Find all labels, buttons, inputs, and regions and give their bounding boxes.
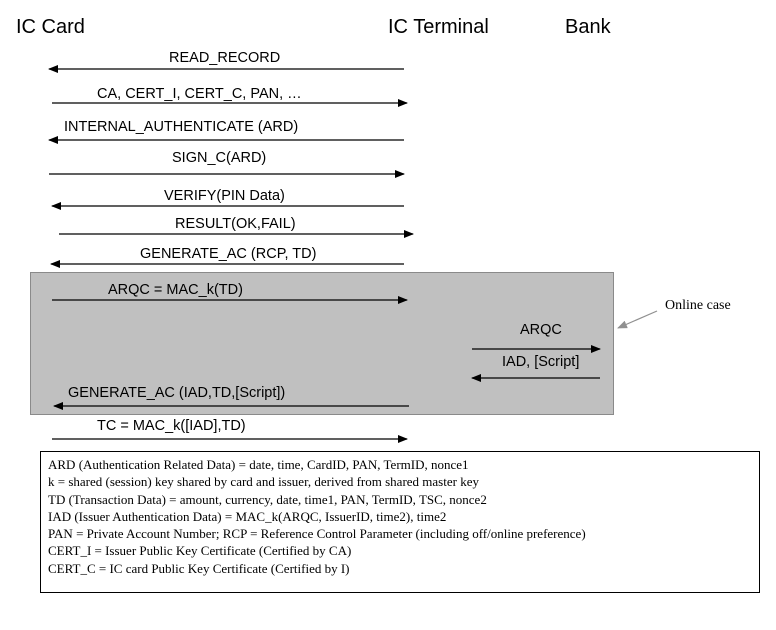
party-ic-card: IC Card: [16, 16, 85, 38]
msg-verify-pin-label: VERIFY(PIN Data): [164, 188, 285, 204]
online-case-label: Online case: [665, 298, 731, 313]
legend-line-k: k = shared (session) key shared by card and issuer, derived from shared master key: [48, 474, 479, 490]
legend-box: [40, 451, 760, 593]
msg-arqc-mac-label: ARQC = MAC_k(TD): [108, 282, 243, 298]
msg-tc-mac-label: TC = MAC_k([IAD],TD): [97, 418, 246, 434]
legend-line-pan-rcp: PAN = Private Account Number; RCP = Reference Control Parameter (including off/online preference): [48, 526, 586, 542]
online-case-pointer: [618, 311, 657, 328]
legend-line-cert-i: CERT_I = Issuer Public Key Certificate (Certified by CA): [48, 543, 352, 559]
msg-internal-authenticate-label: INTERNAL_AUTHENTICATE (ARD): [64, 119, 299, 135]
msg-read-record-label: READ_RECORD: [169, 50, 281, 66]
party-bank: Bank: [565, 16, 611, 38]
msg-result-label: RESULT(OK,FAIL): [175, 216, 296, 232]
msg-sign-c-label: SIGN_C(ARD): [172, 150, 267, 166]
legend-line-td: TD (Transaction Data) = amount, currency, date, time1, PAN, TermID, TSC, nonce2: [48, 491, 487, 507]
party-ic-terminal: IC Terminal: [388, 16, 489, 38]
msg-certificates-label: CA, CERT_I, CERT_C, PAN, …: [97, 86, 302, 102]
msg-iad-script-label: IAD, [Script]: [502, 354, 580, 370]
msg-arqc-bank-label: ARQC: [520, 322, 562, 338]
legend-line-iad: IAD (Issuer Authentication Data) = MAC_k(ARQC, IssuerID, time2), time2: [48, 508, 447, 524]
msg-generate-ac-iad-label: GENERATE_AC (IAD,TD,[Script]): [68, 385, 286, 401]
legend-line-cert-c: CERT_C = IC card Public Key Certificate (Certified by I): [48, 560, 350, 576]
msg-generate-ac-label: GENERATE_AC (RCP, TD): [140, 246, 317, 262]
legend-line-ard: ARD (Authentication Related Data) = date, time, CardID, PAN, TermID, nonce1: [48, 457, 469, 472]
